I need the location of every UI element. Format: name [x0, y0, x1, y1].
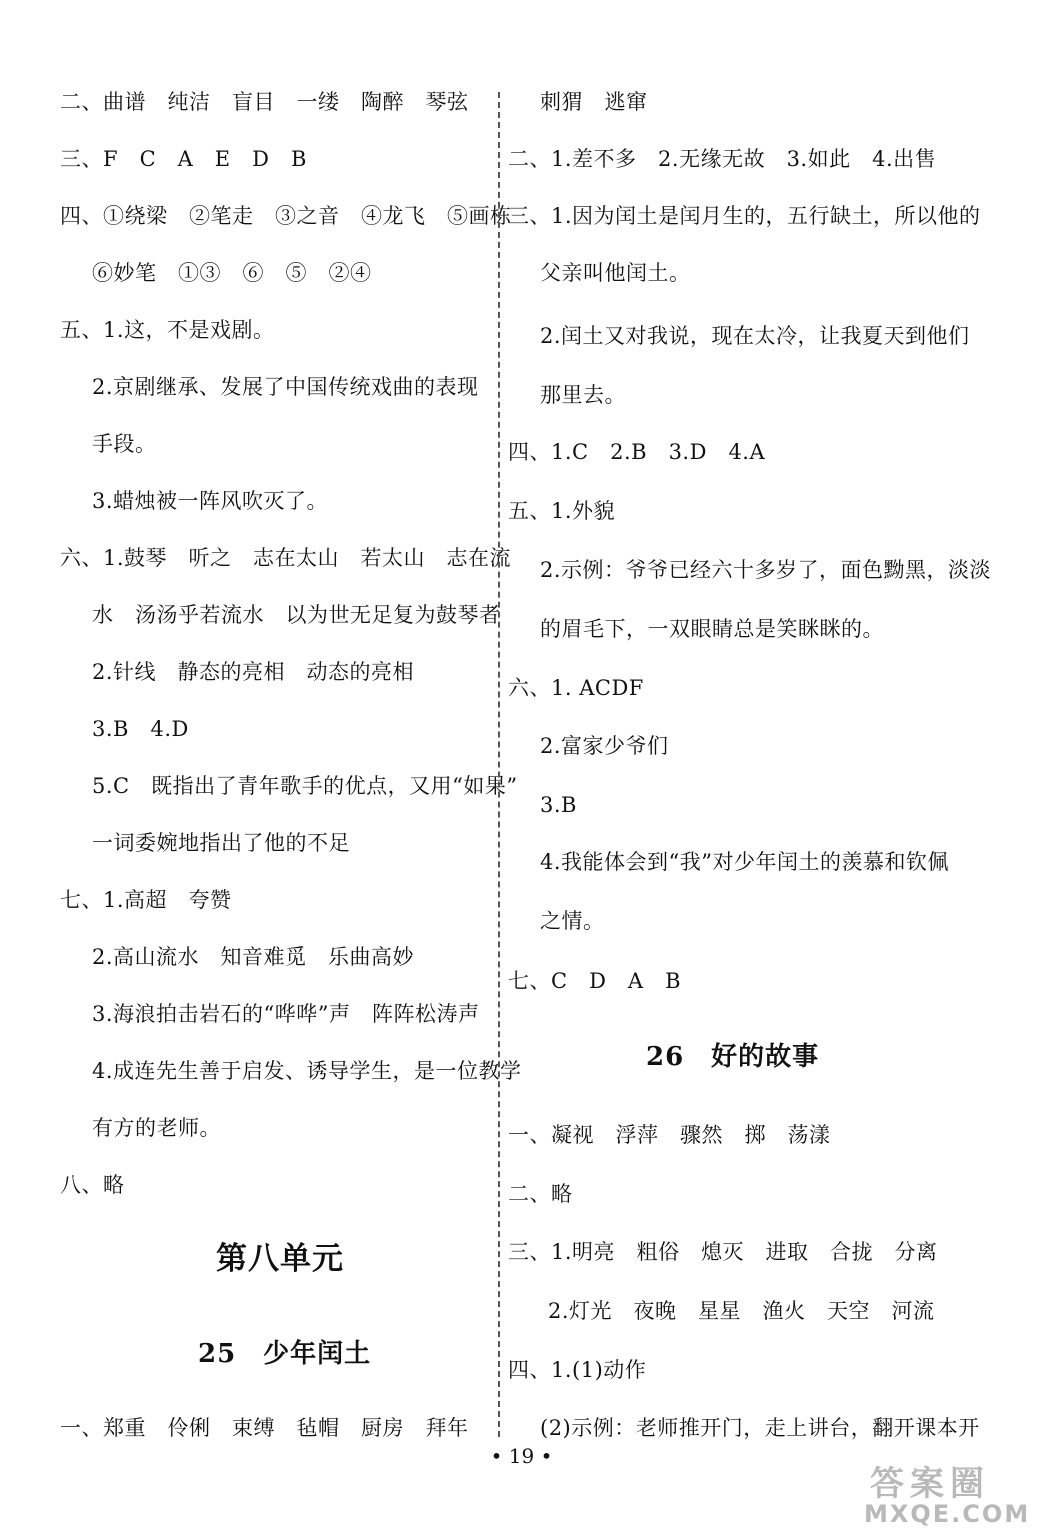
- right-line-11: 六、1. ACDF: [508, 676, 644, 700]
- right-line-4: 父亲叫他闰土。: [540, 261, 691, 285]
- right-line-9: 2.示例：爷爷已经六十多岁了，面色黝黑，淡淡: [540, 558, 992, 582]
- left-line-12: 3.B 4.D: [92, 717, 189, 741]
- right-line-7: 四、1.C 2.B 3.D 4.A: [508, 440, 766, 464]
- unit-heading: 第八单元: [216, 1241, 344, 1277]
- right-line-8: 五、1.外貌: [508, 499, 616, 523]
- right-line-15: 之情。: [540, 909, 605, 933]
- right-line-19: 三、1.明亮 粗俗 熄灭 进取 合拢 分离: [508, 1240, 938, 1264]
- left-line-10: 水 汤汤乎若流水 以为世无足复为鼓琴者: [92, 603, 501, 627]
- right-line-17: 一、凝视 浮萍 骤然 掷 荡漾: [508, 1123, 831, 1147]
- page-number: • 19 •: [490, 1444, 553, 1468]
- left-line-6: 2.京剧继承、发展了中国传统戏曲的表现: [92, 375, 479, 399]
- left-line-17: 3.海浪拍击岩石的“哗哗”声 阵阵松涛声: [92, 1002, 480, 1026]
- right-line-5: 2.闰土又对我说，现在太冷，让我夏天到他们: [540, 324, 970, 348]
- watermark-url: MXQE.COM: [864, 1500, 1031, 1528]
- right-line-2: 二、1.差不多 2.无缘无故 3.如此 4.出售: [508, 147, 937, 171]
- left-line-8: 3.蜡烛被一阵风吹灭了。: [92, 489, 329, 513]
- watermark: [864, 1466, 1034, 1528]
- column-divider: [498, 92, 500, 1437]
- right-line-1: 刺猬 逃窜: [540, 90, 648, 114]
- right-line-18: 二、略: [508, 1182, 573, 1206]
- left-line-20: 八、略: [60, 1173, 125, 1197]
- right-line-10: 的眉毛下，一双眼睛总是笑眯眯的。: [540, 617, 884, 641]
- left-line-15: 七、1.高超 夸赞: [60, 888, 232, 912]
- left-line-13: 5.C 既指出了青年歌手的优点，又用“如果”: [92, 774, 518, 798]
- lesson-25-heading: 25 少年闰土: [198, 1339, 372, 1369]
- left-line-5: 五、1.这，不是戏剧。: [60, 318, 275, 342]
- right-line-12: 2.富家少爷们: [540, 734, 669, 758]
- left-line-7: 手段。: [92, 432, 157, 456]
- left-line-19: 有方的老师。: [92, 1116, 221, 1140]
- left-line-18: 4.成连先生善于启发、诱导学生，是一位教学: [92, 1059, 522, 1083]
- watermark-logo: 答案圈: [870, 1464, 990, 1504]
- left-line-16: 2.高山流水 知音难觅 乐曲高妙: [92, 945, 415, 969]
- left-line-14: 一词委婉地指出了他的不足: [92, 831, 350, 855]
- left-line-11: 2.针线 静态的亮相 动态的亮相: [92, 660, 415, 684]
- left-line-3: 四、①绕梁 ②笔走 ③之音 ④龙飞 ⑤画栋: [60, 204, 512, 228]
- right-line-21: 四、1.(1)动作: [508, 1358, 647, 1382]
- lesson-26-heading: 26 好的故事: [646, 1042, 820, 1072]
- left-line-2: 三、F C A E D B: [60, 147, 307, 171]
- left-line-1: 二、曲谱 纯洁 盲目 一缕 陶醉 琴弦: [60, 90, 469, 114]
- right-line-14: 4.我能体会到“我”对少年闰土的羡慕和钦佩: [540, 850, 950, 874]
- right-line-6: 那里去。: [540, 383, 626, 407]
- right-line-13: 3.B: [540, 793, 577, 817]
- left-line-9: 六、1.鼓琴 听之 志在太山 若太山 志在流: [60, 546, 512, 570]
- right-line-3: 三、1.因为闰土是闰月生的，五行缺土，所以他的: [508, 204, 981, 228]
- right-line-16: 七、C D A B: [508, 969, 682, 993]
- left-last-line: 一、郑重 伶俐 束缚 毡帽 厨房 拜年: [60, 1416, 469, 1440]
- right-line-20: 2.灯光 夜晚 星星 渔火 天空 河流: [548, 1299, 935, 1323]
- right-line-22: (2)示例：老师推开门，走上讲台，翻开课本开: [540, 1416, 980, 1440]
- left-line-4: ⑥妙笔 ①③ ⑥ ⑤ ②④: [92, 261, 372, 285]
